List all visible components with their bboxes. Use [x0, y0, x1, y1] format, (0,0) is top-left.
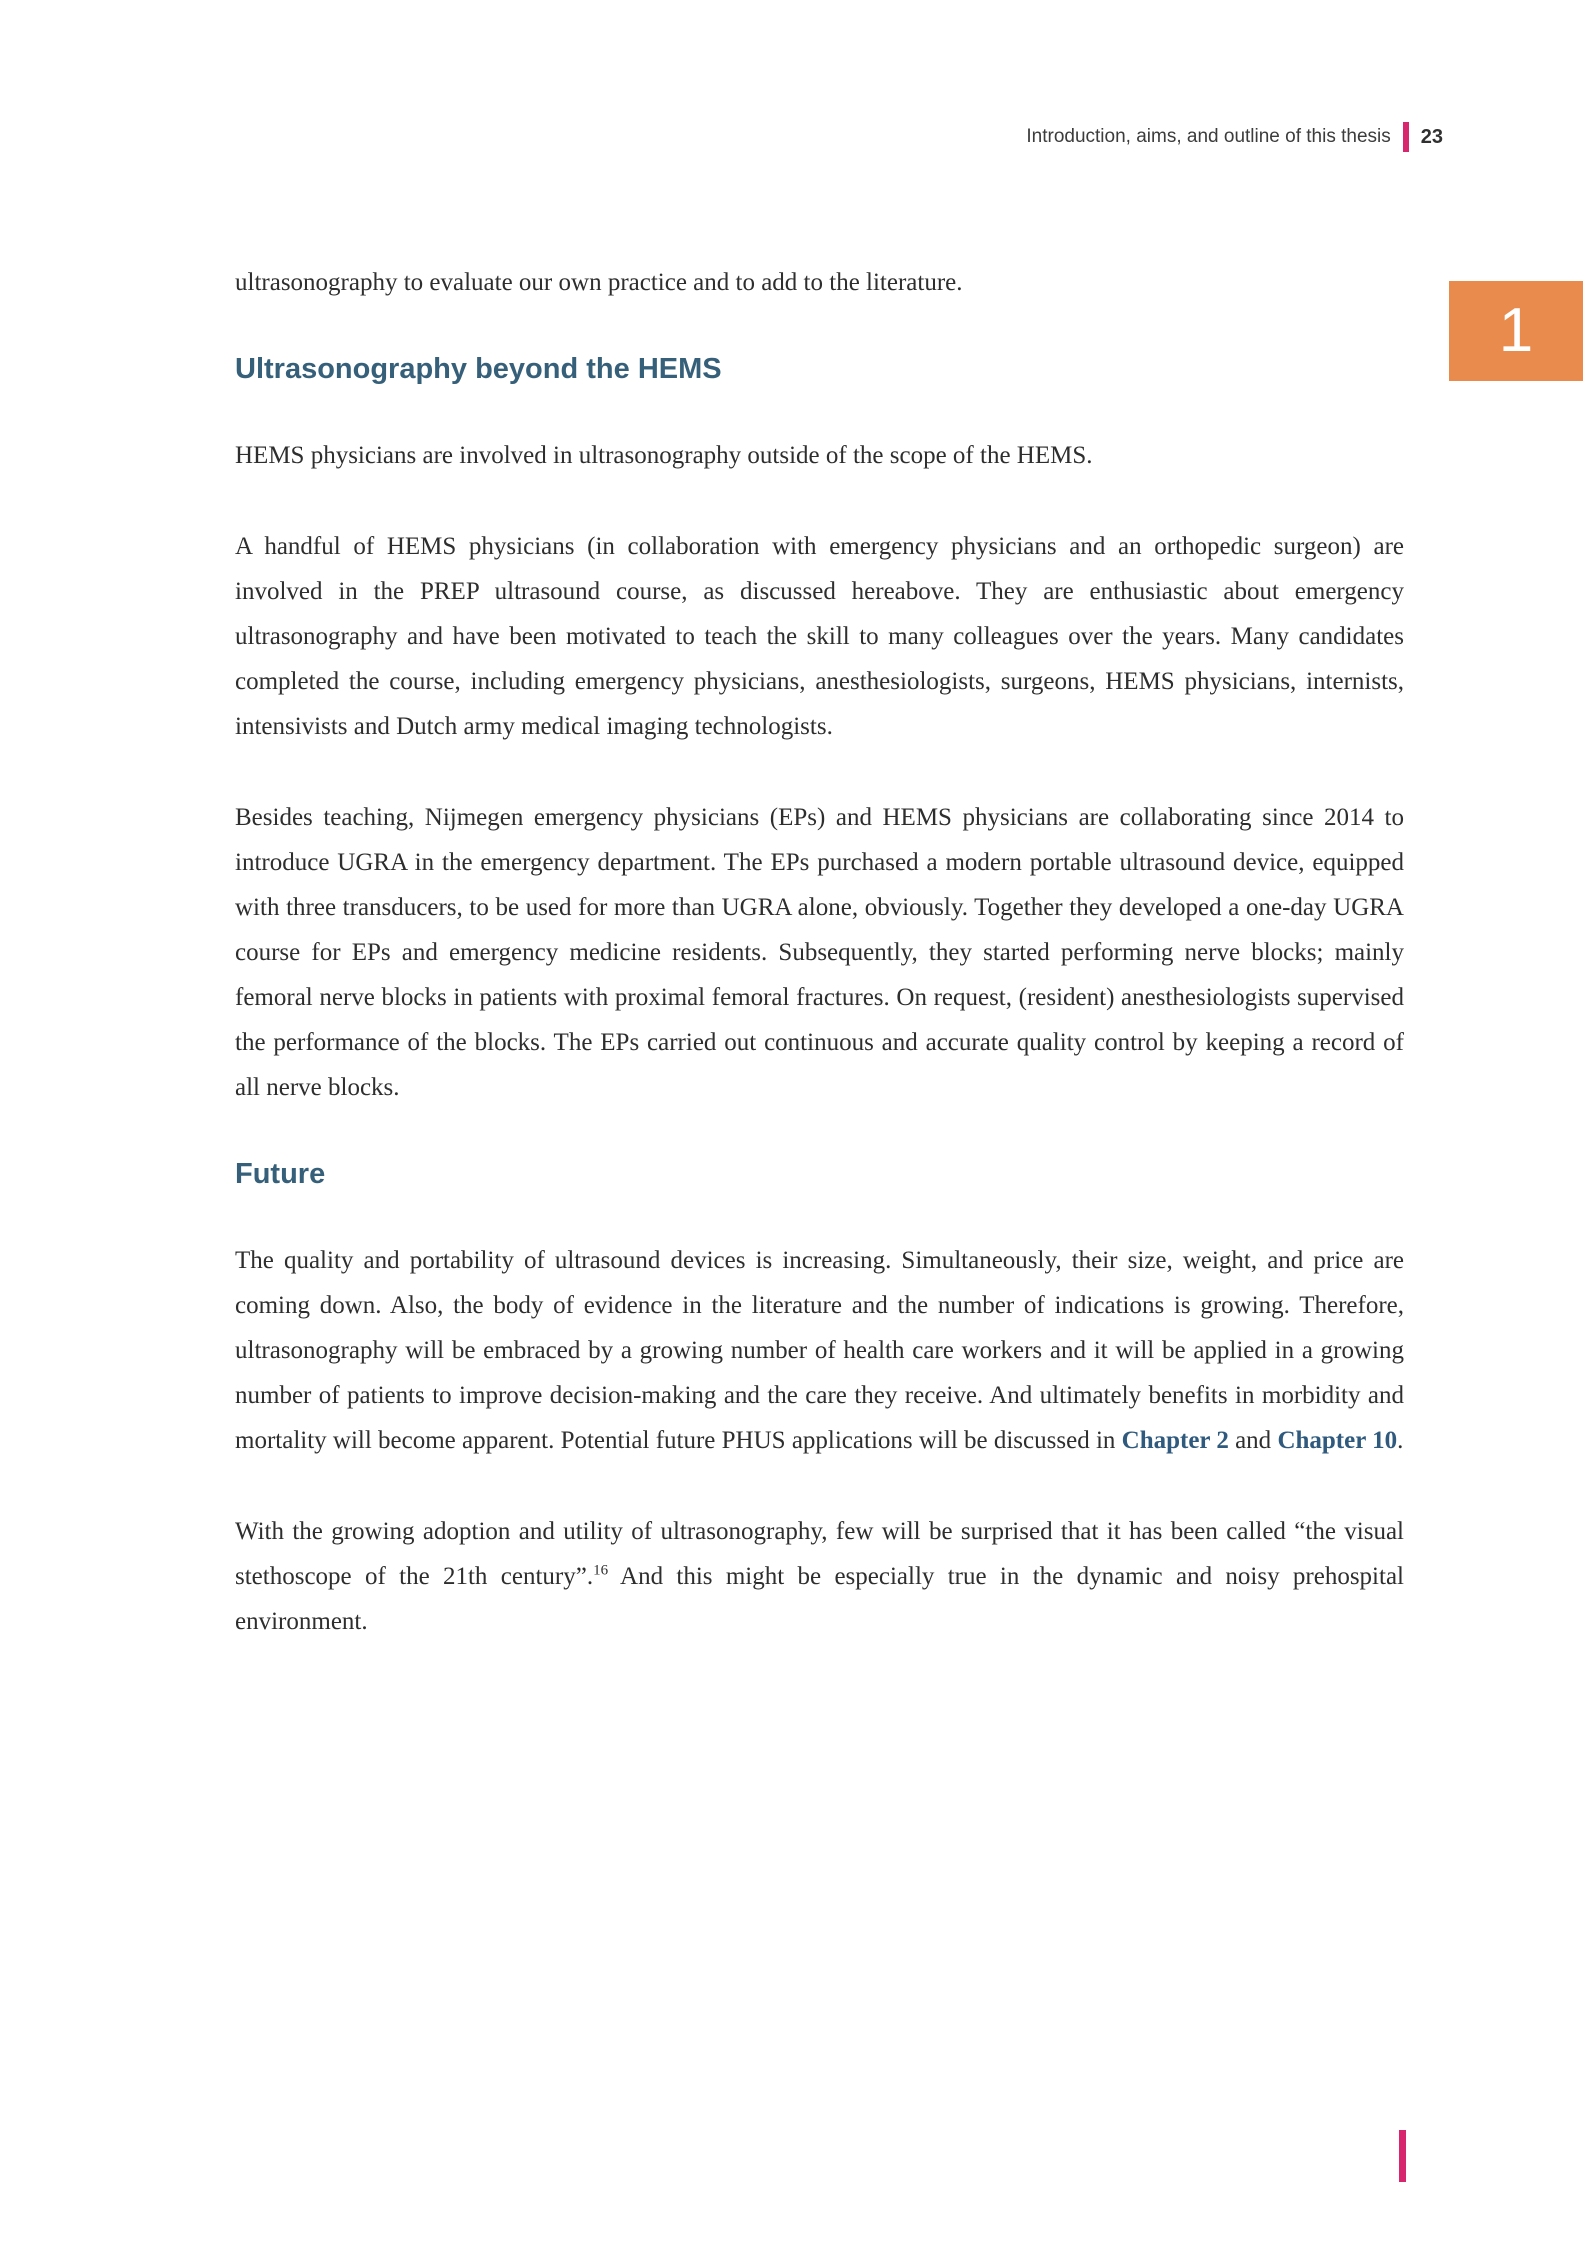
bottom-accent-bar — [1399, 2130, 1406, 2182]
chapter-tab — [1449, 281, 1583, 381]
paragraph-hems-1: HEMS physicians are involved in ultrasonography outside of the scope of the HEMS. — [235, 442, 1093, 469]
chapter-2-link[interactable]: Chapter 2 — [1121, 1427, 1229, 1454]
running-header-title: Introduction, aims, and outline of this thesis — [1026, 126, 1391, 147]
page-content — [235, 260, 1404, 1690]
text-run: With the growing adoption and utility of ultrasonography, few will be surprised that it has been called “the visual stethoscope of the 21th century”. — [235, 1518, 1404, 1590]
running-header — [1026, 122, 1443, 152]
section-heading-ultrasonography-beyond-hems: Ultrasonography beyond the HEMS — [235, 353, 722, 385]
section-heading-future: Future — [235, 1158, 326, 1190]
chapter-number: 1 — [1498, 296, 1534, 365]
text-run: The quality and portability of ultrasound devices is increasing. Simultaneously, their size, weight, and price are coming down. Also, the body of evidence in the literature and the number of indications is growing. Therefore, ultrasonography will be embraced by a growing number of health care workers and it will be applied in a growing number of patients to improve decision-making and the care they receive. And ultimately benefits in morbidity and mortality will become apparent. Potential future PHUS applications will be discussed in — [235, 1247, 1404, 1454]
text-run: And this might be especially true in the dynamic and noisy prehospital environment. — [235, 1563, 1404, 1635]
page-number: 23 — [1420, 125, 1443, 148]
paragraph-hems-2: A handful of HEMS physicians (in collaboration with emergency physicians and an orthopedic surgeon) are involved in the PREP ultrasound course, as discussed hereabove. They are enthusiastic about emergency ultrasonography and have been motivated to teach the skill to many colleagues over the years. Many candidates completed the course, including emergency physicians, anesthesiologists, surgeons, HEMS physicians, internists, intensivists and Dutch army medical imaging technologists. — [235, 533, 1404, 740]
text-run: . — [1397, 1427, 1404, 1454]
header-accent-bar — [1403, 122, 1409, 152]
paragraph-future-2 — [235, 1509, 1404, 1644]
paragraph-hems-3: Besides teaching, Nijmegen emergency physicians (EPs) and HEMS physicians are collaborating since 2014 to introduce UGRA in the emergency department. The EPs purchased a modern portable ultrasound device, equipped with three transducers, to be used for more than UGRA alone, obviously. Together they developed a one-day UGRA course for EPs and emergency medicine residents. Subsequently, they started performing nerve blocks; mainly femoral nerve blocks in patients with proximal femoral fractures. On request, (resident) anesthesiologists supervised the performance of the blocks. The EPs carried out continuous and accurate quality control by keeping a record of all nerve blocks. — [235, 804, 1404, 1101]
footnote-reference-16: 16 — [593, 1562, 609, 1579]
paragraph-intro-fragment: ultrasonography to evaluate our own practice and to add to the literature. — [235, 269, 963, 296]
paragraph-future-1 — [235, 1238, 1404, 1463]
chapter-10-link[interactable]: Chapter 10 — [1277, 1427, 1398, 1454]
text-run: and — [1228, 1427, 1278, 1454]
